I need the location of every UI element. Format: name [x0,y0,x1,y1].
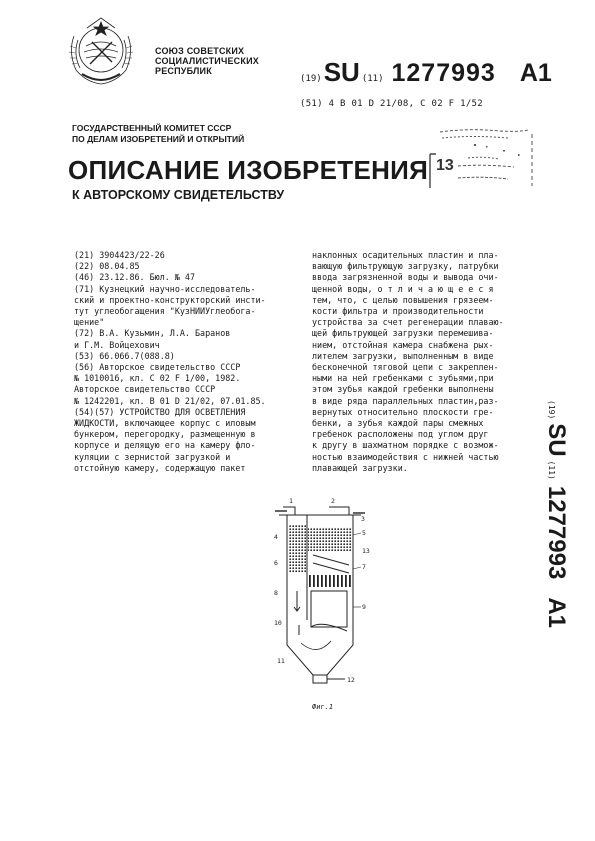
text-line: бесконечной тяговой цепи с закреплен- [312,362,499,373]
text-line: плавающей загрузки. [312,462,408,473]
text-line: ский и проектно-конструкторский инсти- [74,294,266,305]
code-19: (19) [300,74,322,84]
text-line: (53) 66.066.7(088.8) [74,350,175,361]
side-country-code: SU [543,423,570,457]
ipc-classification: (51) 4 В 01 D 21/08, C 02 F 1/52 [300,99,483,109]
committee-line: ПО ДЕЛАМ ИЗОБРЕТЕНИЙ И ОТКРЫТИЙ [72,134,245,144]
text-line: № 1010016, кл. С 02 F 1/00, 1982. [74,373,241,384]
side-number: 1277993 [543,485,570,580]
drawing-label: 8 [274,589,278,597]
svg-text:13: 13 [436,157,454,174]
text-line: кости фильтра и производительности [312,306,484,317]
text-line: тем, что, с целью повышения грязеем- [312,294,494,305]
patent-kind: A1 [519,59,552,87]
union-line: РЕСПУБЛИК [155,66,212,76]
text-line: к другу в шахматном порядке с возмож- [312,440,499,451]
union-line: СОЮЗ СОВЕТСКИХ [155,46,245,56]
left-column [74,250,304,474]
text-line: куляции с зернистой загрузкой и [74,451,231,462]
technical-drawing [265,495,375,720]
text-line: Авторское свидетельство СССР [74,384,216,395]
text-line: и Г.М. Войцехович [74,339,160,350]
text-line: корпусе и делящую его на камеру фло- [74,440,256,451]
text-line: наклонных осадительных пластин и пла- [312,250,499,260]
drawing-label: 6 [274,559,278,567]
text-line: ностью взаимодействия с нижней частью [312,451,499,462]
text-line: щей фильтрующей загрузки перемешива- [312,328,494,339]
drawing-label: 10 [274,619,282,627]
drawing-label: 3 [361,515,365,523]
side-code-11: (11) [547,460,556,480]
text-line: устройства за счет регенерации плаваю- [312,317,504,328]
drawing-label: 4 [274,533,278,541]
text-line: гребенок расположены под углом друг [312,429,489,440]
committee-line: ГОСУДАРСТВЕННЫЙ КОМИТЕТ СССР [72,123,232,133]
ussr-emblem [62,16,140,88]
text-line: лителем загрузки, выполненным в виде [312,350,494,361]
text-line: (72) В.А. Кузьмин, Л.А. Баранов [74,328,231,339]
text-line: ными на ней гребенками с зубьями,при [312,373,494,384]
patent-number: 1277993 [391,59,496,87]
text-line: (21) 3904423/22-26 [74,250,165,260]
drawing-label: 12 [347,676,355,684]
side-code-19: (19) [547,400,556,420]
text-line: (56) Авторское свидетельство СССР [74,362,241,373]
patent-number-block [300,57,552,88]
drawing-label: 13 [362,547,370,555]
document-subtitle: К АВТОРСКОМУ СВИДЕТЕЛЬСТВУ [72,188,285,202]
text-line: (46) 23.12.86. Бюл. № 47 [74,272,196,283]
drawing-label: 11 [277,657,285,665]
text-line: ввода загрязненной воды и вывода очи- [312,272,499,283]
side-kind: A1 [543,597,570,628]
right-column [312,250,524,474]
drawing-label: 1 [289,497,293,505]
text-line: этом зубья каждой гребенки выполнены [312,384,494,395]
figure-caption: Фиг.1 [312,703,334,711]
text-line: (22) 08.04.85 [74,261,140,272]
text-line: щенной воды, о т л и ч а ю щ е е с я [312,283,494,294]
drawing-label: 2 [331,497,335,505]
text-line: нием, отстойная камера снабжена рых- [312,339,494,350]
country-code: SU [323,57,360,87]
text-line: (71) Кузнецкий научно-исследователь- [74,283,256,294]
text-line: бенки, а зубья каждой пары смежных [312,418,484,429]
text-line: вающую фильтрующую загрузку, патрубки [312,261,499,272]
text-line: вернутых относительно плоскости гре- [312,406,494,417]
document-title: ОПИСАНИЕ ИЗОБРЕТЕНИЯ [68,155,429,185]
text-line: ЖИДКОСТИ, включающее корпус с иловым [74,418,256,429]
drawing-label: 9 [362,603,366,611]
side-patent-number [540,400,580,680]
text-line: № 1242201, кл. В 01 D 21/02, 07.01.85. [74,395,266,406]
union-line: СОЦИАЛИСТИЧЕСКИХ [155,56,259,66]
code-11: (11) [361,74,384,84]
drawing-label: 7 [362,563,366,571]
text-line: тут углеобогащения "КузНИИУглеобога- [74,306,256,317]
library-stamp [428,126,538,194]
drawing-label: 5 [362,529,366,537]
text-line: (54)(57) УСТРОЙСТВО ДЛЯ ОСВЕТЛЕНИЯ [74,406,246,417]
text-line: в виде ряда параллельных пластин,раз- [312,395,499,406]
text-line: щение" [74,317,105,328]
text-line: бункером, перегородку, размещенную в [74,429,256,440]
committee [72,123,244,145]
text-line: отстойную камеру, содержащую пакет [74,462,246,473]
union-name [155,46,259,76]
